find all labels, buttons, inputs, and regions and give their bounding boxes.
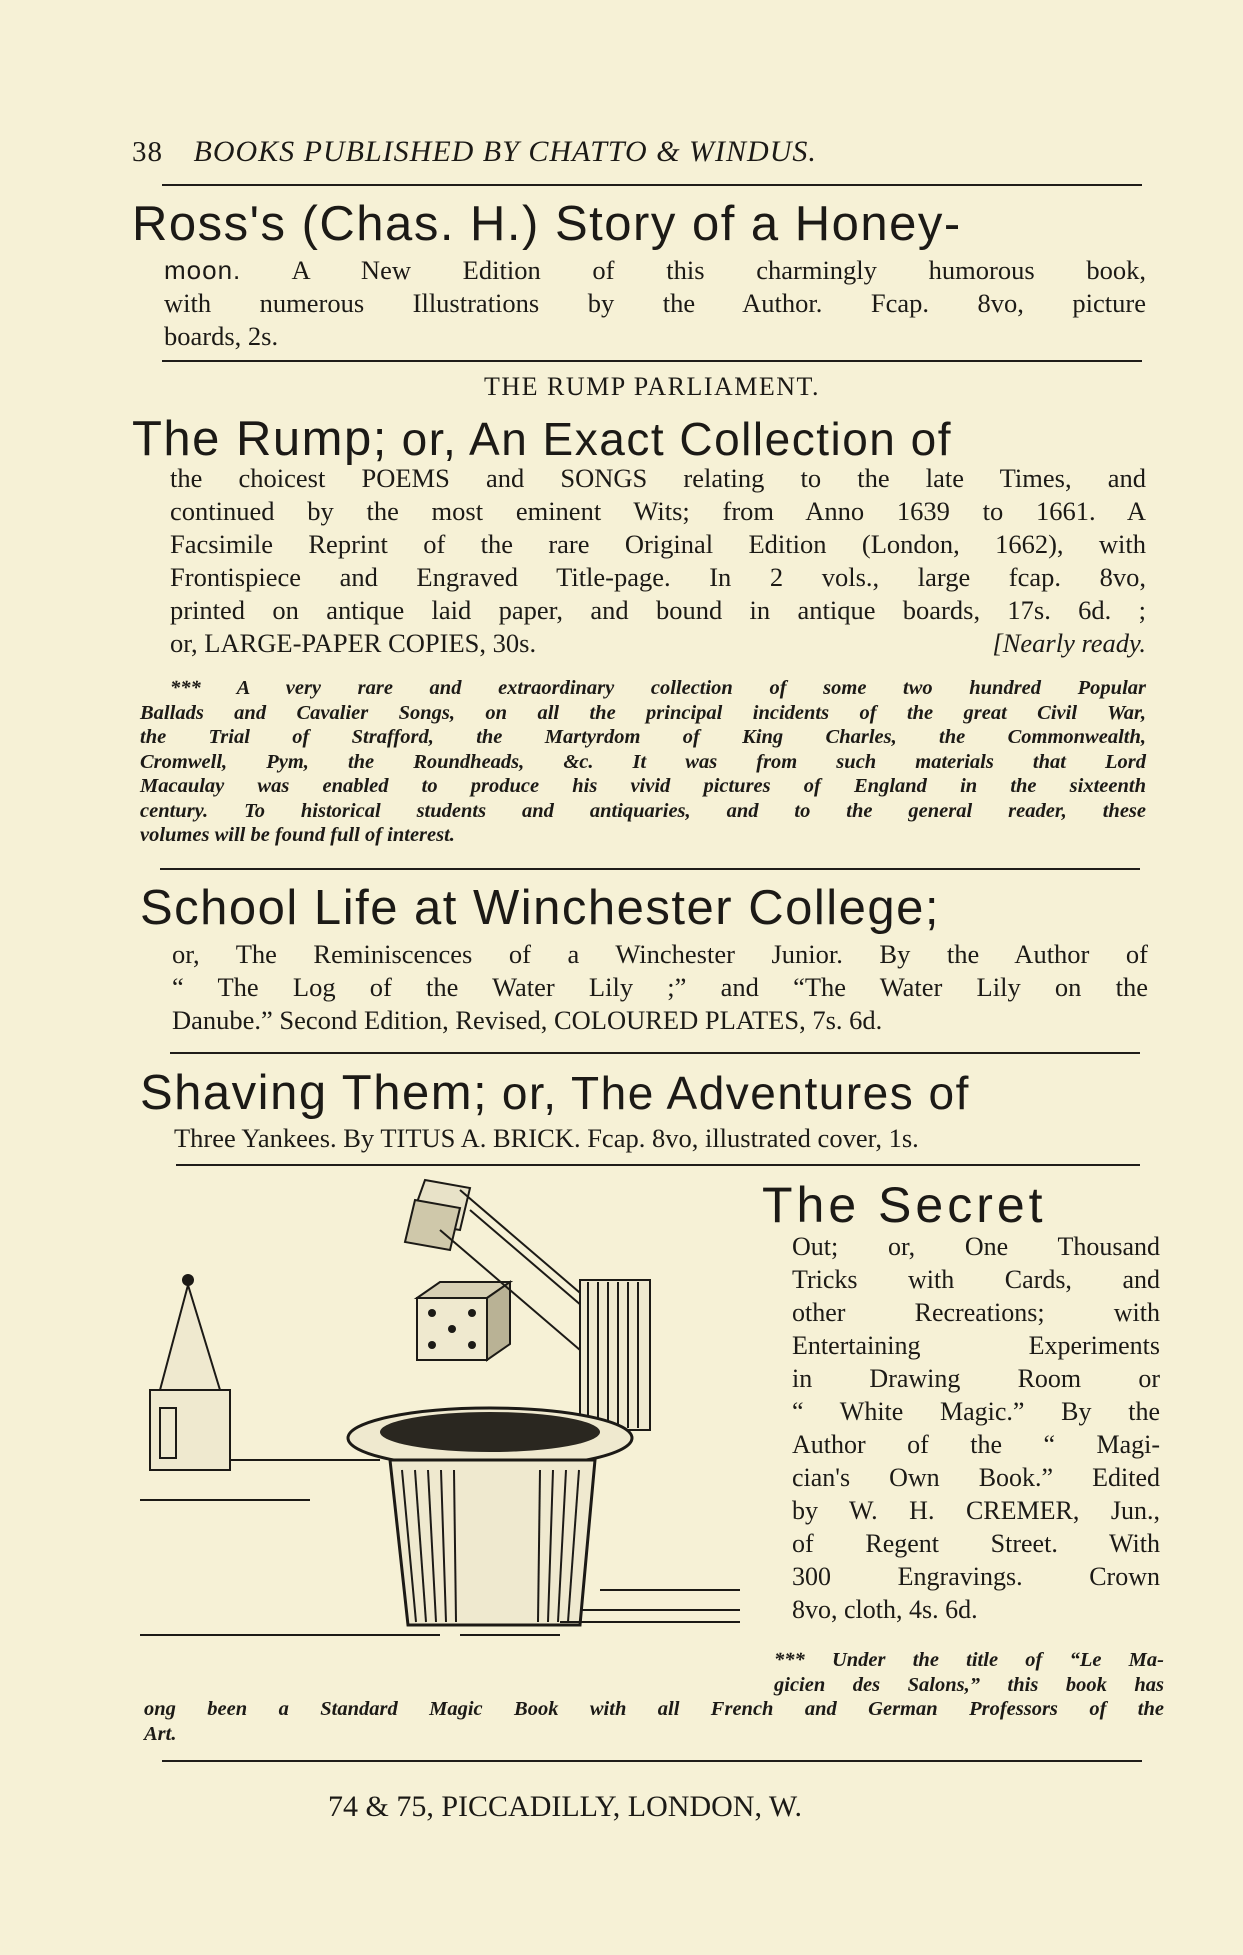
entry-winchester-line3: Danube.” Second Edition, Revised, COLOURED PLATES, 7s. 6d.: [172, 1005, 883, 1035]
entry-rump-kicker: THE RUMP PARLIAMENT.: [483, 372, 820, 401]
entry-shaving-title-sub: or, The Adventures of: [501, 1067, 970, 1119]
entry-secret-note-a: [774, 1648, 1164, 1697]
entry-rump-line6: or, LARGE-PAPER COPIES, 30s.: [170, 628, 537, 658]
entry-winchester-title: School Life at Winchester College;: [140, 881, 940, 935]
entry-secret-line: other Recreations; with: [792, 1298, 1160, 1327]
entry-secret-line: Tricks with Cards, and: [792, 1265, 1160, 1294]
entry-ross-title: Ross's (Chas. H.) Story of a Honey-: [132, 197, 962, 251]
entry-ross-body: [164, 254, 1146, 353]
entry-rump-note: [140, 676, 1146, 848]
entry-secret-note-b: [144, 1697, 1164, 1746]
entry-ross-line1: A New Edition of this charmingly humorous book,: [291, 255, 1146, 285]
entry-rump-note-line3: the Trial of Strafford, the Martyrdom of King Charles, the Commonwealth,: [140, 726, 1146, 748]
entry-shaving-title: [140, 1064, 970, 1121]
entry-rump-note-line6: century. To historical students and antiquaries, and to the general reader, these: [140, 799, 1146, 822]
entry-secret-line: of Regent Street. With: [792, 1529, 1160, 1558]
entry-ross-line3: boards, 2s.: [164, 321, 279, 351]
entry-winchester-line1: or, The Reminiscences of a Winchester Junior. By the Author of: [172, 939, 1148, 969]
entry-secret-line: Out; or, One Thousand: [792, 1232, 1160, 1261]
entry-secret-line: 300 Engravings. Crown: [792, 1562, 1160, 1591]
entry-rump-body: [170, 462, 1146, 660]
entry-secret-line: “ White Magic.” By the: [792, 1397, 1160, 1426]
entry-rump-note-line7: volumes will be found full of interest.: [140, 824, 455, 846]
entry-secret-note-line1: *** Under the title of “Le Ma-: [774, 1649, 1164, 1671]
entry-secret-line: in Drawing Room or: [792, 1364, 1160, 1393]
entry-secret-note-line3: ong been a Standard Magic Book with all French and German Professors of the: [144, 1698, 1164, 1720]
running-header: [132, 135, 1142, 175]
entry-secret-body: [792, 1230, 1160, 1626]
footer-rule: [162, 1760, 1142, 1762]
entry-rump-title-main: The Rump;: [132, 412, 388, 466]
running-title: BOOKS PUBLISHED BY CHATTO & WINDUS.: [193, 135, 817, 168]
entry-shaving-line1: Three Yankees. By TITUS A. BRICK. Fcap. 8vo, illustrated cover, 1s.: [174, 1123, 919, 1153]
entry-secret-line: 8vo, cloth, 4s. 6d.: [792, 1595, 978, 1624]
entry-rump-note-line4: Cromwell, Pym, the Roundheads, &c. It was from such materials that Lord: [140, 750, 1146, 773]
divider-rule: [170, 1052, 1140, 1054]
entry-rump-line3: Facsimile Reprint of the rare Original Edition (London, 1662), with: [170, 529, 1146, 559]
entry-rump-status: [Nearly ready.: [992, 628, 1146, 658]
divider-rule: [162, 360, 1142, 362]
entry-rump-note-line2: Ballads and Cavalier Songs, on all the principal incidents of the great Civil War,: [140, 701, 1146, 724]
entry-secret-line: Entertaining Experiments: [792, 1331, 1160, 1360]
entry-rump-line4: Frontispiece and Engraved Title-page. In 2 vols., large fcap. 8vo,: [170, 562, 1146, 592]
entry-winchester-body: [172, 938, 1148, 1037]
footer-address: 74 & 75, PICCADILLY, LONDON, W.: [328, 1790, 802, 1823]
entry-secret-line: by W. H. CREMER, Jun.,: [792, 1496, 1160, 1525]
entry-secret-title: The Secret: [762, 1177, 1047, 1233]
entry-secret-note-line4: Art.: [144, 1722, 177, 1745]
magic-hat-dice-icon: [140, 1170, 760, 1650]
divider-rule: [160, 868, 1140, 870]
divider-rule: [176, 1164, 1140, 1166]
entry-ross-lead: moon.: [164, 255, 242, 285]
entry-rump-line1: the choicest POEMS and SONGS relating to the late Times, and: [170, 463, 1146, 493]
entry-rump-line5: printed on antique laid paper, and bound in antique boards, 17s. 6d. ;: [170, 595, 1146, 625]
entry-secret-line: cian's Own Book.” Edited: [792, 1463, 1160, 1492]
entry-winchester-line2: “ The Log of the Water Lily ;” and “The Water Lily on the: [172, 972, 1148, 1002]
entry-rump-note-line5: Macaulay was enabled to produce his vivid pictures of England in the sixteenth: [140, 775, 1146, 797]
entry-rump-note-line1: *** A very rare and extraordinary collection of some two hundred Popular: [170, 677, 1146, 699]
entry-secret-note-line2: gicien des Salons,” this book has: [774, 1673, 1164, 1696]
entry-ross-line2: with numerous Illustrations by the Author. Fcap. 8vo, picture: [164, 288, 1146, 318]
entry-rump-line2: continued by the most eminent Wits; from Anno 1639 to 1661. A: [170, 496, 1146, 526]
entry-rump-title: [132, 410, 952, 467]
entry-rump-title-sub: or, An Exact Collection of: [401, 413, 953, 465]
entry-secret-line: Author of the “ Magi-: [792, 1430, 1160, 1459]
header-rule: [162, 184, 1142, 186]
page-number: 38: [132, 136, 163, 168]
entry-rump-line6-wrap: [170, 627, 1146, 660]
entry-shaving-title-main: Shaving Them;: [140, 1066, 489, 1120]
